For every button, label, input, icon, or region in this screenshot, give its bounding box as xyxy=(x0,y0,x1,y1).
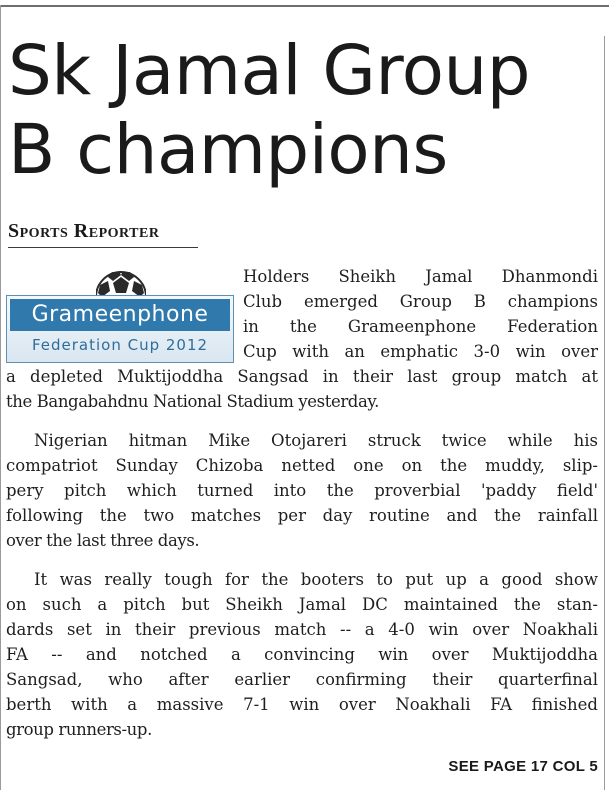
byline: Sports Reporter xyxy=(8,220,160,242)
paragraph-3-line-5: Sangsad, who after earlier confirming their quarterfinal xyxy=(6,670,598,689)
paragraph-1-line-3: in the Grameenphone Federation xyxy=(243,317,598,336)
logo-brand-text: Grameenphone xyxy=(10,299,230,331)
paragraph-2-line-2: compatriot Sunday Chizoba netted one on the muddy, slip- xyxy=(6,456,598,475)
paragraph-2-line-4: following the two matches per day routine and the rainfall xyxy=(6,506,598,525)
paragraph-3-line-4: FA -- and notched a convincing win over Muktijoddha xyxy=(6,645,598,664)
paragraph-1-line-1: Holders Sheikh Jamal Dhanmondi xyxy=(243,267,598,286)
logo-banner xyxy=(6,295,234,363)
paragraph-3-line-2: on such a pitch but Sheikh Jamal DC maintained the stan- xyxy=(6,595,598,614)
paragraph-2-line-3: pery pitch which turned into the proverbial 'paddy field' xyxy=(6,481,598,500)
logo-cup-text: Federation Cup 2012 xyxy=(31,336,209,354)
paragraph-1-line-2: Club emerged Group B champions xyxy=(243,292,598,311)
paragraph-3-line-1: It was really tough for the booters to put up a good show xyxy=(34,570,598,589)
right-border-rule xyxy=(604,36,605,790)
left-border-rule xyxy=(0,5,1,790)
headline: Sk Jamal Group B champions xyxy=(8,31,530,190)
paragraph-3-line-3: dards set in their previous match -- a 4-0 win over Noakhali xyxy=(6,620,598,639)
byline-underline xyxy=(8,247,198,248)
paragraph-3-line-7: group runners-up. xyxy=(6,720,152,739)
paragraph-2-line-1: Nigerian hitman Mike Otojareri struck twice while his xyxy=(34,431,598,450)
paragraph-1-line-4: Cup with an emphatic 3-0 win over xyxy=(243,342,598,361)
top-border-rule xyxy=(0,5,609,7)
paragraph-1-line-6: the Bangabahdnu National Stadium yesterday. xyxy=(6,392,379,411)
football-icon xyxy=(96,263,146,299)
paragraph-1-line-5: a depleted Muktijoddha Sangsad in their last group match at xyxy=(6,367,598,386)
federation-cup-logo xyxy=(6,263,236,365)
paragraph-2-line-5: over the last three days. xyxy=(6,531,200,550)
continuation-note: SEE PAGE 17 COL 5 xyxy=(448,758,598,775)
paragraph-3-line-6: berth with a massive 7-1 win over Noakhali FA finished xyxy=(6,695,598,714)
